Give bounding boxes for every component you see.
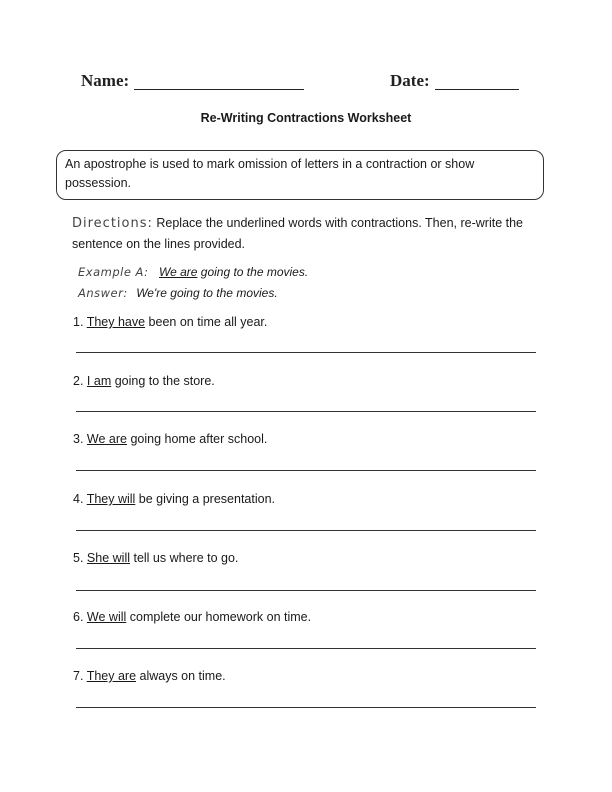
question-3 <box>73 432 267 446</box>
answer-line-3[interactable] <box>76 470 536 471</box>
question-underlined: We are <box>86 432 127 446</box>
question-rest: going to the store. <box>111 374 215 388</box>
question-underlined: They have <box>86 315 146 329</box>
question-7 <box>73 669 226 683</box>
example-label: Example A: <box>78 265 149 279</box>
question-number: 5. <box>73 551 84 565</box>
question-underlined: I am <box>86 374 112 388</box>
question-number: 3. <box>73 432 84 446</box>
answer-line-5[interactable] <box>76 590 536 591</box>
example-rest: going to the movies. <box>197 265 309 279</box>
question-6 <box>73 610 311 624</box>
answer-line-2[interactable] <box>76 411 536 412</box>
question-underlined: They will <box>86 492 136 506</box>
question-rest: complete our homework on time. <box>126 610 312 624</box>
question-number: 4. <box>73 492 84 506</box>
directions-text: Replace the underlined words with contractions. Then, re-write the sentence on the lines provided. <box>72 216 524 251</box>
question-rest: be giving a presentation. <box>135 492 275 506</box>
question-5 <box>73 551 238 565</box>
worksheet-title: Re-Writing Contractions Worksheet <box>200 111 412 125</box>
question-number: 6. <box>73 610 84 624</box>
question-rest: going home after school. <box>127 432 268 446</box>
answer-line-1[interactable] <box>76 352 536 353</box>
question-4 <box>73 492 275 506</box>
answer-label: Answer: <box>78 286 128 300</box>
answer-row <box>78 284 278 302</box>
question-number: 2. <box>73 374 84 388</box>
name-label: Name: <box>81 71 130 90</box>
directions <box>72 213 532 255</box>
name-field-line[interactable] <box>134 89 304 90</box>
info-box <box>56 150 544 200</box>
date-label: Date: <box>390 71 430 90</box>
info-text: An apostrophe is used to mark omission of letters in a contraction or show possession. <box>65 157 475 190</box>
answer-line-6[interactable] <box>76 648 536 649</box>
example-underlined: We are <box>158 265 198 279</box>
question-2 <box>73 374 215 388</box>
question-rest: always on time. <box>136 669 226 683</box>
question-number: 1. <box>73 315 84 329</box>
answer-line-4[interactable] <box>76 530 536 531</box>
question-1 <box>73 315 267 329</box>
question-rest: tell us where to go. <box>130 551 239 565</box>
answer-line-7[interactable] <box>76 707 536 708</box>
question-underlined: She will <box>86 551 130 565</box>
example-row <box>78 263 308 281</box>
question-underlined: They are <box>86 669 137 683</box>
question-rest: been on time all year. <box>145 315 268 329</box>
answer-text: We're going to the movies. <box>136 286 278 300</box>
question-number: 7. <box>73 669 84 683</box>
date-field-line[interactable] <box>435 89 519 90</box>
question-underlined: We will <box>86 610 127 624</box>
directions-label: Directions: <box>72 216 153 231</box>
